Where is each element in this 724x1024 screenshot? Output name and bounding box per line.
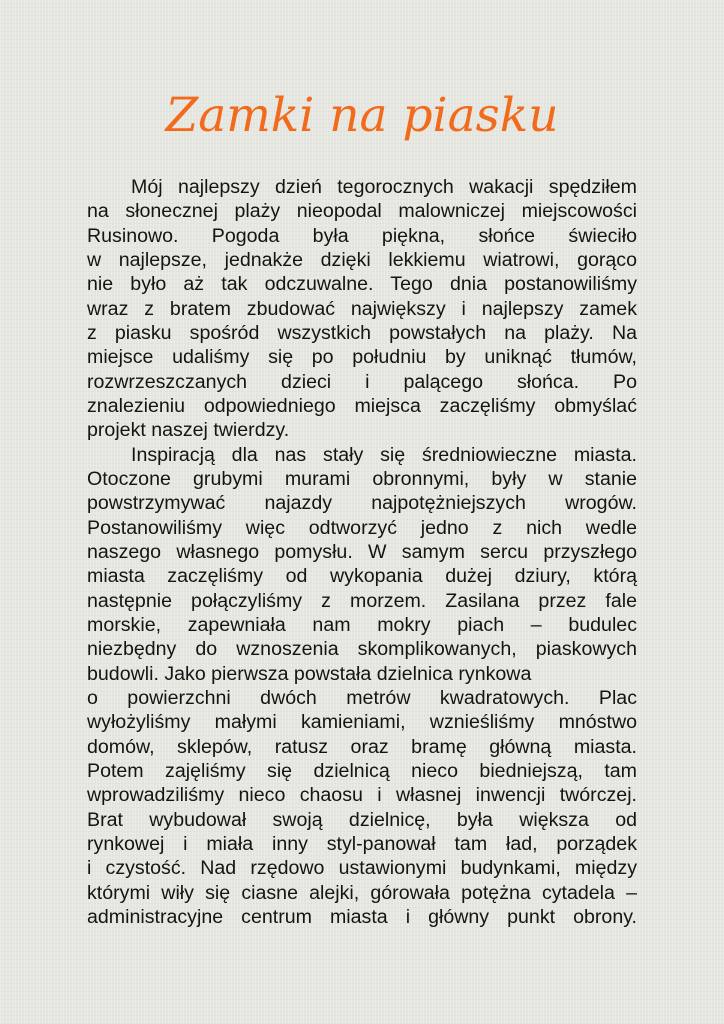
text-line: administracyjne centrum miasta i główny punkt obrony. bbox=[87, 905, 637, 928]
text-line: miejsce udaliśmy się po południu by uniknąć tłumów, bbox=[87, 346, 637, 369]
text-line: powstrzymywać najazdy najpotężniejszych wrogów. bbox=[87, 492, 637, 515]
text-line: następnie połączyliśmy z morzem. Zasilana przez fale bbox=[87, 589, 637, 612]
text-line: naszego własnego pomysłu. W samym sercu przyszłego bbox=[87, 540, 637, 563]
text-line: o powierzchni dwóch metrów kwadratowych. Plac bbox=[87, 686, 637, 709]
text-line: wraz z bratem zbudować największy i najlepszy zamek bbox=[87, 297, 637, 320]
text-line: niezbędny do wznoszenia skomplikowanych, piaskowych bbox=[87, 638, 637, 661]
text-line: domów, sklepów, ratusz oraz bramę główną miasta. bbox=[87, 735, 637, 758]
text-line: Postanowiliśmy więc odtworzyć jedno z nich wedle bbox=[87, 516, 637, 539]
text-line: z piasku spośród wszystkich powstałych na plaży. Na bbox=[87, 321, 637, 344]
page-title: Zamki na piasku bbox=[165, 88, 559, 143]
text-line: Potem zajęliśmy się dzielnicą nieco biedniejszą, tam bbox=[87, 759, 637, 782]
text-line: nie było aż tak odczuwalne. Tego dnia postanowiliśmy bbox=[87, 273, 637, 296]
text-line: Brat wybudował swoją dzielnicę, była większa od bbox=[87, 808, 637, 831]
text-line: rynkowej i miała inny styl-panował tam ład, porządek bbox=[87, 832, 637, 855]
text-line: Otoczone grubymi murami obronnymi, były w stanie bbox=[87, 467, 637, 490]
text-line: wyłożyliśmy małymi kamieniami, wznieśliśmy mnóstwo bbox=[87, 711, 637, 734]
text-line: projekt naszej twierdzy. bbox=[87, 419, 290, 442]
text-line: Rusinowo. Pogoda była piękna, słońce świeciło bbox=[87, 224, 637, 247]
text-line: i czystość. Nad rzędowo ustawionymi budynkami, między bbox=[87, 857, 637, 880]
text-line: Inspiracją dla nas stały się średniowieczne miasta. bbox=[131, 443, 637, 466]
text-line: miasta zaczęliśmy od wykopania dużej dziury, którą bbox=[87, 565, 637, 588]
text-line: na słonecznej plaży nieopodal malowniczej miejscowości bbox=[87, 200, 637, 223]
text-line: morskie, zapewniała nam mokry piach – budulec bbox=[87, 613, 637, 636]
text-line: którymi wiły się ciasne alejki, górowała potężna cytadela – bbox=[87, 881, 637, 904]
text-line: Mój najlepszy dzień tegorocznych wakacji spędziłem bbox=[131, 176, 637, 198]
text-line: w najlepsze, jednakże dzięki lekkiemu wiatrowi, gorąco bbox=[87, 248, 637, 271]
text-line: budowli. Jako pierwsza powstała dzielnica rynkowa bbox=[87, 662, 532, 685]
text-line: rozwrzeszczanych dzieci i palącego słońca. Po bbox=[87, 370, 637, 393]
text-line: znalezieniu odpowiedniego miejsca zaczęliśmy obmyślać bbox=[87, 394, 637, 417]
text-line: wprowadziliśmy nieco chaosu i własnej inwencji twórczej. bbox=[87, 784, 637, 807]
body-text bbox=[87, 175, 637, 929]
